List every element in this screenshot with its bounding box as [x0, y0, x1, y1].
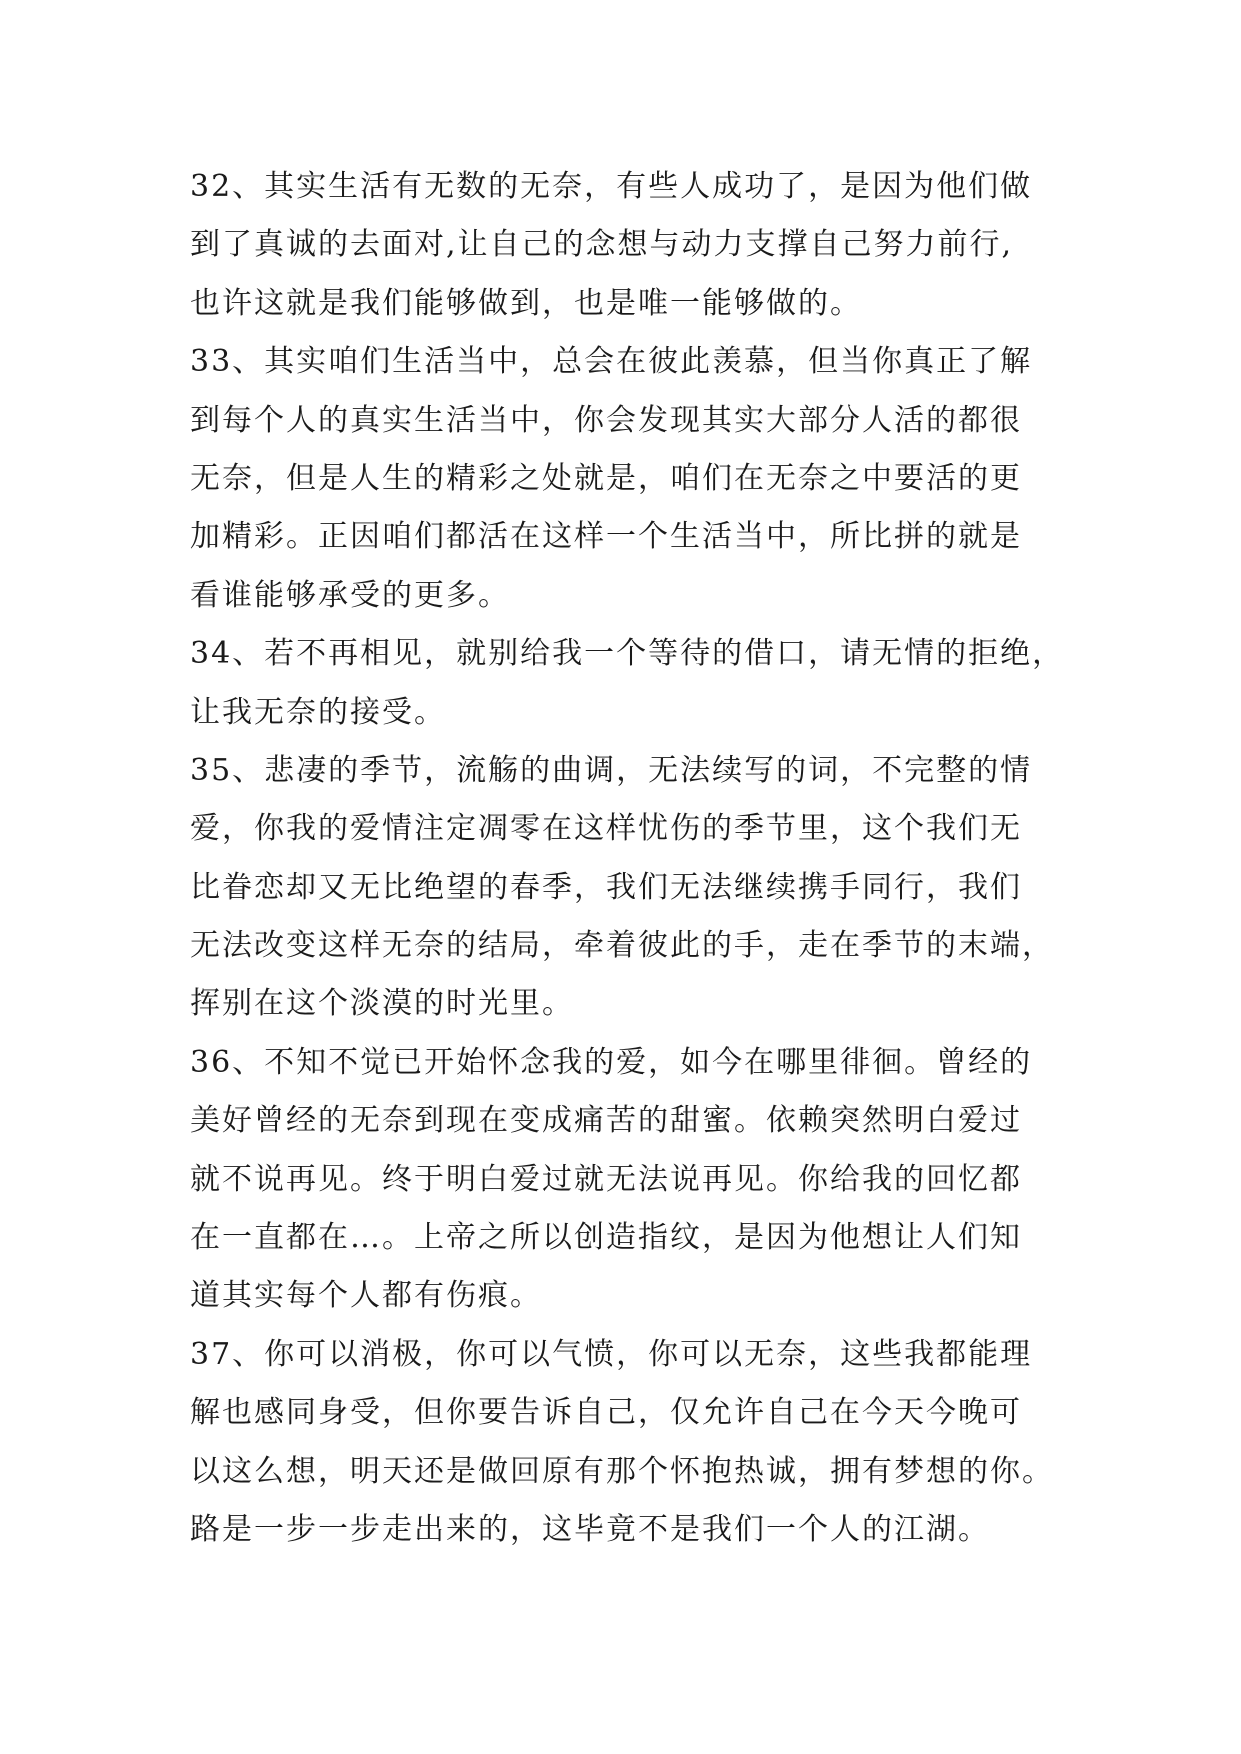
text-line: 路是一步一步走出来的，这毕竟不是我们一个人的江湖。	[190, 1511, 990, 1547]
text-line: 解也感同身受，但你要告诉自己，仅允许自己在今天今晚可	[190, 1395, 1022, 1431]
text-line: 挥别在这个淡漠的时光里。	[190, 986, 574, 1022]
text-line: 美好曾经的无奈到现在变成痛苦的甜蜜。依赖突然明白爱过	[190, 1103, 1022, 1139]
text-line: 到每个人的真实生活当中，你会发现其实大部分人活的都很	[190, 402, 1022, 438]
text-line: 加精彩。正因咱们都活在这样一个生活当中，所比拼的就是	[190, 519, 1022, 555]
text-line: 看谁能够承受的更多。	[190, 577, 510, 613]
text-line: 就不说再见。终于明白爱过就无法说再见。你给我的回忆都	[190, 1161, 1022, 1197]
text-line: 比眷恋却又无比绝望的春季，我们无法继续携手同行，我们	[190, 869, 1022, 905]
text-line: 36、不知不觉已开始怀念我的爱，如今在哪里徘徊。曾经的	[190, 1044, 1033, 1080]
text-line: 爱，你我的爱情注定凋零在这样忧伤的季节里，这个我们无	[190, 811, 1022, 847]
text-line: 让我无奈的接受。	[190, 694, 446, 730]
document-body	[190, 158, 1090, 1559]
text-line: 无法改变这样无奈的结局，牵着彼此的手，走在季节的末端，	[190, 928, 1054, 964]
text-line: 34、若不再相见，就别给我一个等待的借口，请无情的拒绝，	[190, 636, 1065, 672]
text-line: 到了真诚的去面对,让自己的念想与动力支撑自己努力前行,	[190, 227, 1014, 263]
text-line: 也许这就是我们能够做到，也是唯一能够做的。	[190, 285, 862, 321]
text-line: 无奈，但是人生的精彩之处就是，咱们在无奈之中要活的更	[190, 460, 1022, 496]
text-line: 32、其实生活有无数的无奈，有些人成功了，是因为他们做	[190, 169, 1033, 204]
text-line: 35、悲凄的季节，流觞的曲调，无法续写的词，不完整的情	[190, 752, 1033, 788]
text-line: 以这么想，明天还是做回原有那个怀抱热诚，拥有梦想的你。	[190, 1453, 1054, 1489]
text-line: 道其实每个人都有伤痕。	[190, 1278, 542, 1314]
text-line: 37、你可以消极，你可以气愤，你可以无奈，这些我都能理	[190, 1336, 1033, 1372]
text-line: 33、其实咱们生活当中，总会在彼此羡慕，但当你真正了解	[190, 344, 1033, 380]
text-line: 在一直都在…。上帝之所以创造指纹，是因为他想让人们知	[190, 1220, 1022, 1256]
